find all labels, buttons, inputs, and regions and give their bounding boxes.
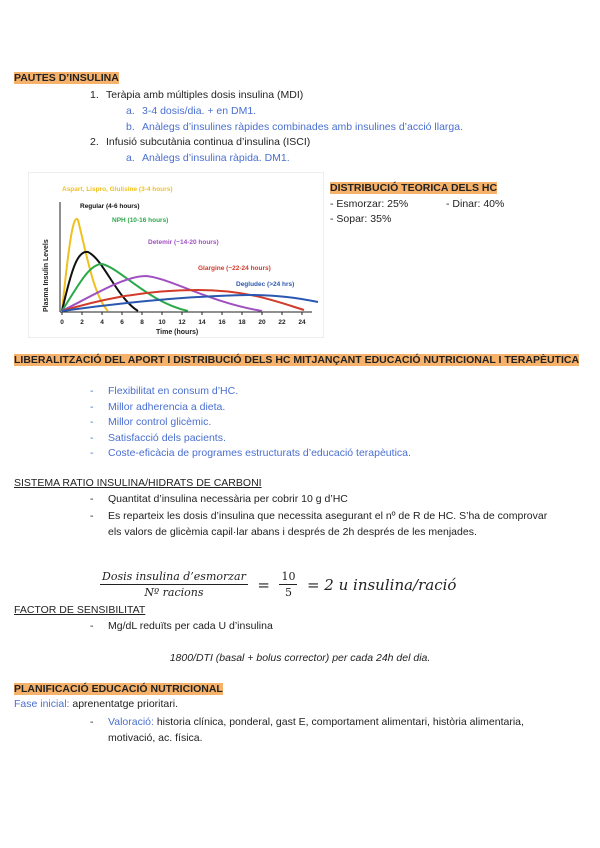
x-tick-label: 10 [158, 319, 166, 326]
section-planificacio-title: PLANIFICACIÓ EDUCACIÓ NUTRICIONAL [14, 683, 223, 695]
dist-sopar: - Sopar: 35% [330, 213, 392, 225]
chart-frame [28, 172, 324, 338]
label-degludec: Degludec (>24 hrs) [236, 281, 295, 288]
list-item: - Satisfacció dels pacients. [90, 431, 226, 444]
list-item: - Millor adherencia a dieta. [90, 400, 226, 413]
benefits-list [90, 384, 411, 462]
formula-fraction-left: $\frac{\text{Dosis insulina d’esmorzar}}{\text{Nº racions}}$ [102, 570, 246, 599]
x-tick-label: 0 [60, 319, 64, 326]
x-tick-label: 24 [298, 319, 306, 326]
x-tick-label: 20 [258, 319, 266, 326]
label-detemir: Detemir (~14-20 hours) [148, 239, 219, 246]
dist-esmorzar: - Esmorzar: 25% [330, 198, 409, 210]
list-item: 2. Infusió subcutània continua d’insulina (ISCI) [90, 136, 311, 148]
list-item: 1. Teràpia amb múltiples dosis insulina (MDI) [90, 89, 304, 101]
list-item: - Mg/dL reduïts per cada U d’insulina [90, 620, 273, 632]
x-tick-label: 18 [238, 319, 246, 326]
x-tick-label: 16 [218, 319, 226, 326]
x-tick-label: 4 [100, 319, 104, 326]
x-tick-label: 8 [140, 319, 144, 326]
fase-inicial-line: Fase inicial: aprenentatge prioritari. [14, 698, 179, 710]
list-item: - Flexibilitat en consum d’HC. [90, 385, 239, 397]
sensitivity-formula: 1800/DTI (basal + bolus corrector) per cada 24h del dia. [169, 652, 431, 664]
list-item: - Es reparteix les dosis d’insulina que necessita asegurant el nº de R de HC. S’ha de comprovar els valors de glicèmia capil·lar abans i després de 2h després de les menjades. [90, 510, 548, 538]
distribution-title: DISTRIBUCIÓ TEORICA DELS HC [330, 182, 498, 194]
section-ratio-title: SISTEMA RATIO INSULINA/HIDRATS DE CARBONI [14, 477, 262, 489]
list-item: - Coste-eficàcia de programes estructurats d’educació terapèutica. [90, 447, 411, 459]
label-nph: NPH (10-16 hours) [112, 217, 169, 224]
dist-dinar: - Dinar: 40% [446, 198, 505, 210]
list-item: - Quantitat d’insulina necessària per cobrir 10 g d’HC [90, 493, 348, 505]
list-item: - Valoració: historia clínica, ponderal, gast E, comportament alimentari, història alimentaria, motivació, ac. física. [90, 716, 524, 744]
section-liberalitzacio-title: LIBERALITZACIÓ DEL APORT I DISTRIBUCIÓ DELS HC MITJANÇANT EDUCACIÓ NUTRICIONAL I TERAPÈUTICA [14, 354, 580, 366]
section-sensibilitat-title: FACTOR DE SENSIBILITAT [14, 604, 146, 616]
section-pautes-title: PAUTES D’INSULINA [14, 72, 119, 84]
y-axis-label: Plasma Insulin Levels [43, 239, 50, 312]
list-item: - Millor control glicèmic. [90, 416, 212, 428]
insulin-profile-chart [28, 172, 324, 338]
list-item: b. Anàlegs d’insulines ràpides combinades amb insulines d’acció llarga. [126, 121, 464, 133]
x-tick-label: 6 [120, 319, 124, 326]
label-regular: Regular (4-6 hours) [80, 203, 140, 210]
x-axis-label: Time (hours) [156, 329, 199, 336]
ratio-formula: $\frac{\text{Dosis insulina d’esmorzar}}{\text{Nº racions}}$ = $\frac{10}{5}$ = 2 u insulina/ració [102, 570, 457, 599]
x-tick-label: 2 [80, 319, 84, 326]
label-glargine: Glargine (~22-24 hours) [198, 265, 271, 272]
list-item: a. Anàlegs d’insulina ràpida. DM1. [126, 152, 290, 164]
label-rapid: Aspart, Lispro, Glulisine (3-4 hours) [62, 186, 173, 193]
x-tick-label: 22 [278, 319, 286, 326]
x-tick-label: 14 [198, 319, 206, 326]
list-item: a. 3-4 dosis/dia. + en DM1. [126, 105, 257, 117]
x-tick-label: 12 [178, 319, 186, 326]
formula-fraction-right: $\frac{10}{5}$ [281, 570, 296, 599]
